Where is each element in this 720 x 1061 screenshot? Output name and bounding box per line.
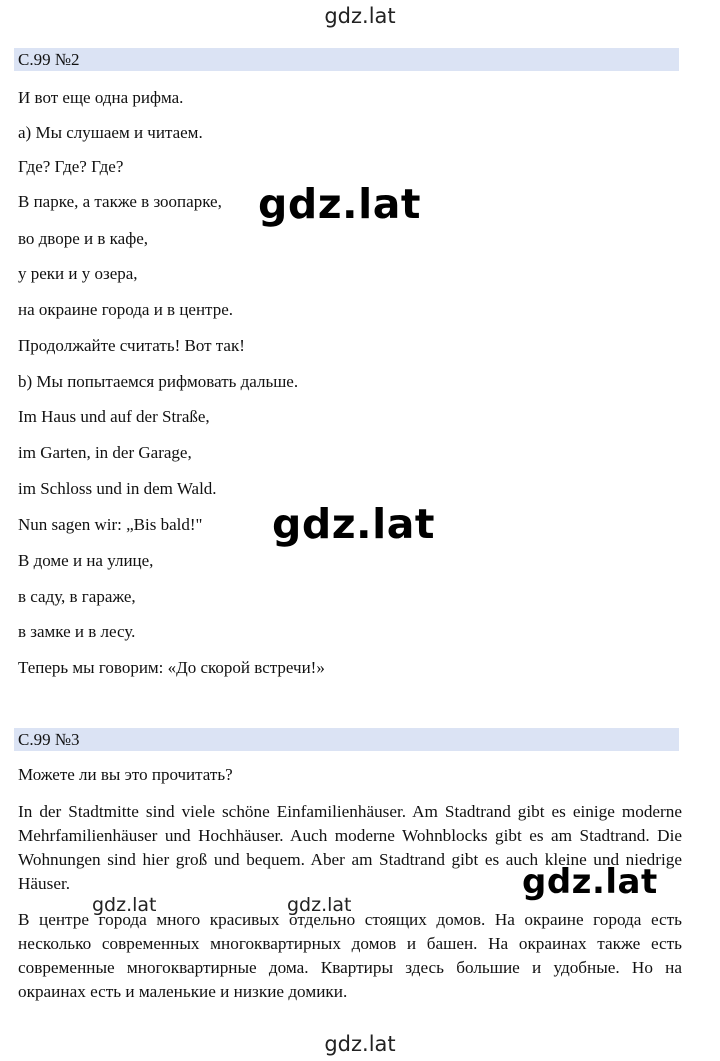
watermark-top: gdz.lat: [324, 4, 396, 28]
text-line: im Schloss und in dem Wald.: [18, 479, 217, 498]
text-line: И вот еще одна рифма.: [18, 88, 184, 107]
section-heading: С.99 №3: [14, 728, 679, 751]
watermark-large: gdz.lat: [272, 500, 435, 548]
text-line: на окраине города и в центре.: [18, 300, 233, 319]
text-line: а) Мы слушаем и читаем.: [18, 123, 203, 142]
text-line: b) Мы попытаемся рифмовать дальше.: [18, 372, 299, 391]
text-line: во дворе и в кафе,: [18, 229, 148, 248]
text-line: в замке и в лесу.: [18, 622, 136, 641]
text-line: im Garten, in der Garage,: [18, 443, 192, 462]
text-line: в саду, в гараже,: [18, 587, 136, 606]
watermark-small: gdz.lat: [92, 894, 157, 916]
paragraph-russian: В центре города много красивых отдельно стоящих домов. На окраине города есть несколько современных многоквартирных домов и башен. На окраинах также есть современные многоквартирные дома. Квартиры здесь большие и удобные. Но на окраинах есть и маленькие и низкие домики.: [18, 910, 682, 1001]
text-line: В доме и на улице,: [18, 551, 154, 570]
text-line: Продолжайте считать! Вот так!: [18, 336, 245, 355]
text-line: В парке, а также в зоопарке,: [18, 192, 222, 211]
text-line: Теперь мы говорим: «До скорой встречи!»: [18, 658, 325, 677]
paragraph-german: In der Stadtmitte sind viele schöne Einfamilienhäuser. Am Stadtrand gibt es einige moderne Mehrfamilienhäuser und Hochhäuser. Auch moderne Wohnblocks gibt es am Stadtrand. Die Wohnungen sind hier groß und bequem. Aber am Stadtrand gibt es auch kleine und niedrige Häuser.: [18, 802, 682, 893]
section-heading: С.99 №2: [14, 48, 679, 71]
watermark-bottom: gdz.lat: [324, 1032, 396, 1056]
watermark-small: gdz.lat: [287, 894, 352, 916]
watermark-large: gdz.lat: [258, 180, 421, 228]
text-line: Im Haus und auf der Straße,: [18, 407, 210, 426]
watermark-large: gdz.lat: [522, 862, 658, 902]
question-text: Можете ли вы это прочитать?: [18, 765, 233, 784]
text-line: у реки и у озера,: [18, 264, 138, 283]
text-line: Nun sagen wir: „Bis bald!": [18, 515, 203, 534]
text-line: Где? Где? Где?: [18, 157, 124, 176]
